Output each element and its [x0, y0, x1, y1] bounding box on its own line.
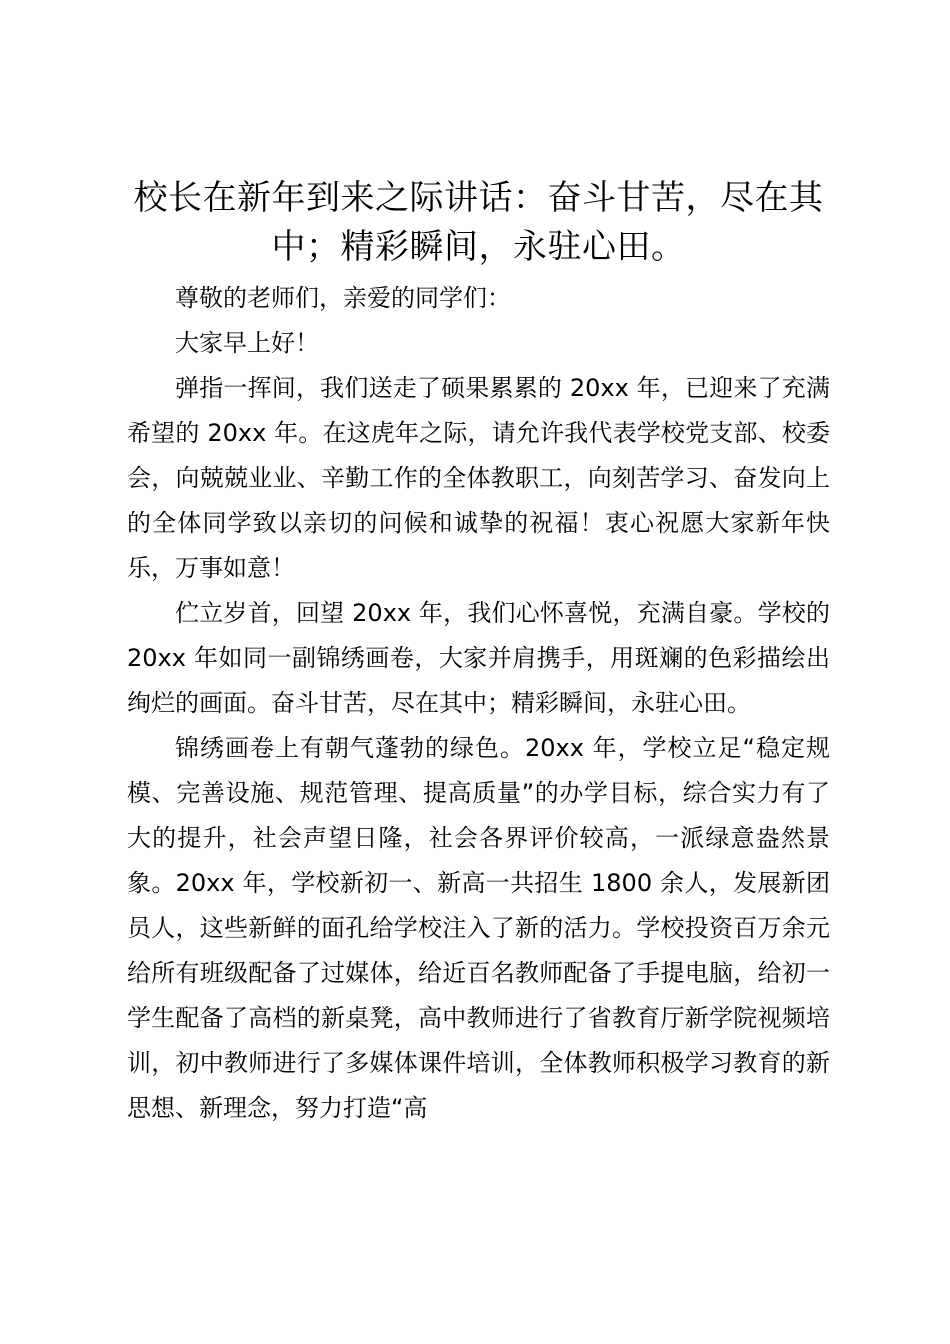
paragraph-review: 伫立岁首，回望 20xx 年，我们心怀喜悦，充满自豪。学校的 20xx 年如同一副锦绣画卷，大家并肩携手，用斑斓的色彩描绘出绚烂的画面。奋斗甘苦，尽在其中；精彩瞬间，永驻心田。 — [127, 599, 830, 717]
paragraph-new-year-wishes: 弹指一挥间，我们送走了硕果累累的 20xx 年，已迎来了充满希望的 20xx 年。在这虎年之际，请允许我代表学校党支部、校委会，向兢兢业业、辛勤工作的全体教职工，向刻苦学习、奋发向上的全体同学致以亲切的问候和诚挚的祝福！衷心祝愿大家新年快乐，万事如意！ — [127, 374, 830, 582]
document-title: 校长在新年到来之际讲话：奋斗甘苦，尽在其中；精彩瞬间，永驻心田。 — [133, 178, 824, 267]
paragraph-green: 锦绣画卷上有朝气蓬勃的绿色。20xx 年，学校立足“稳定规模、完善设施、规范管理、提高质量”的办学目标，综合实力有了大的提升，社会声望日隆，社会各界评价较高，一派绿意盎然景象。20xx 年，学校新初一、新高一共招生 1800 余人，发展新团员人，这些新鲜的面孔给学校注入了新的活力。学校投资百万余元给所有班级配备了过媒体，给近百名教师配备了手提电脑，给初一学生配备了高档的新桌凳，高中教师进行了省教育厅新学院视频培训，初中教师进行了多媒体课件培训，全体教师积极学习教育的新思想、新理念，努力打造“高 — [127, 734, 830, 1122]
paragraph-greeting: 大家早上好！ — [175, 329, 319, 357]
paragraph-salutation: 尊敬的老师们，亲爱的同学们： — [175, 284, 511, 312]
document-body — [127, 276, 830, 1131]
